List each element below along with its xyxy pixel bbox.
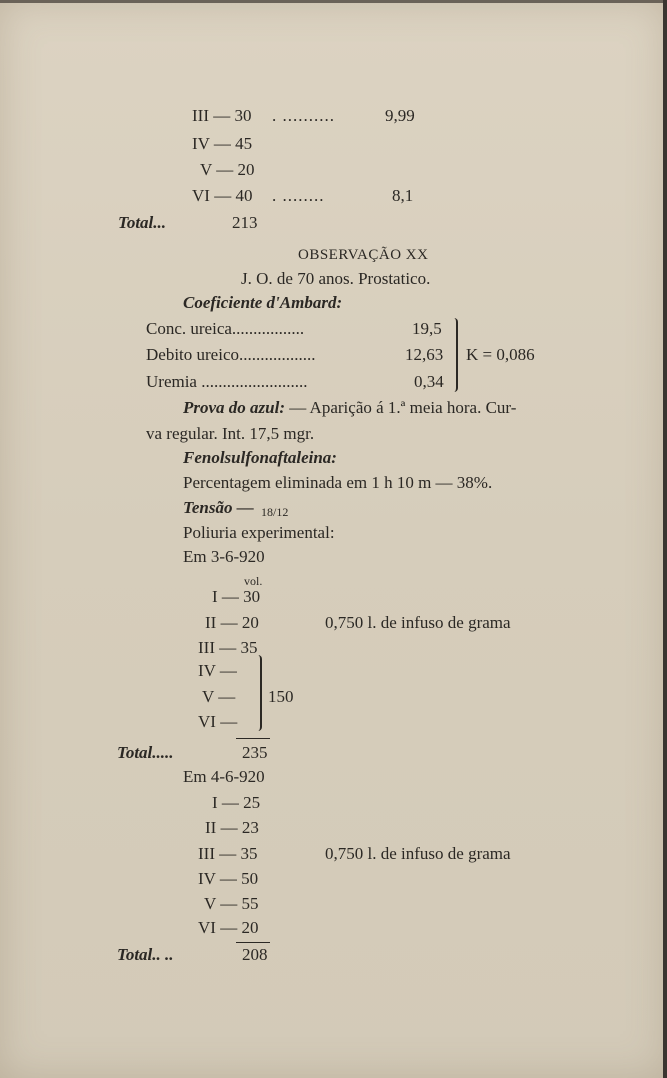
top-total-label: Total... [118, 213, 167, 232]
page-right-edge [663, 0, 667, 1078]
top-row-label: IV — 45 [192, 134, 253, 153]
exp1-date: Em 3-6-920 [183, 547, 265, 566]
ambard-row-value: 12,63 [405, 345, 444, 364]
top-row-dots: . ........ [272, 186, 325, 205]
exp1-row: IV — [198, 661, 237, 680]
ambard-row-label: Uremia ......................... [146, 372, 308, 391]
poliuria-title: Poliuria experimental: [183, 523, 335, 542]
prova-text-1: — Aparição á 1.ª meia hora. Cur- [285, 398, 517, 417]
exp2-row: II — 23 [205, 818, 259, 837]
top-total-value: 213 [232, 213, 258, 232]
top-row-dots: . .......... [272, 106, 335, 125]
exp2-total-value: 208 [242, 945, 268, 964]
exp2-row: IV — 50 [198, 869, 259, 888]
top-row-label: V — 20 [200, 160, 255, 179]
top-row-label: III — 30 [192, 106, 252, 125]
ambard-row-label: Debito ureico.................. [146, 345, 316, 364]
prova-text-2: va regular. Int. 17,5 mgr. [146, 424, 315, 443]
subject-line: J. O. de 70 anos. Prostatico. [241, 269, 431, 288]
ambard-title: Coeficiente d'Ambard: [183, 293, 343, 312]
tensao-value: 18/12 [261, 505, 289, 519]
exp1-sum-rule [236, 738, 270, 739]
exp2-date: Em 4-6-920 [183, 767, 265, 786]
exp1-row: I — 30 [212, 587, 261, 606]
prova-title: Prova do azul: [183, 398, 285, 417]
exp2-row: V — 55 [204, 894, 259, 913]
ambard-row-value: 0,34 [414, 372, 444, 391]
observation-heading: OBSERVAÇÃO XX [298, 247, 429, 263]
top-row-label: VI — 40 [192, 186, 253, 205]
exp2-row: VI — 20 [198, 918, 259, 937]
exp2-note: 0,750 l. de infuso de grama [325, 844, 511, 863]
exp1-brace [256, 655, 262, 731]
exp2-row: I — 25 [212, 793, 261, 812]
prova-line-1 [183, 398, 516, 418]
exp1-note: 0,750 l. de infuso de grama [325, 613, 511, 632]
exp1-row: II — 20 [205, 613, 259, 632]
top-row-value: 9,99 [385, 106, 415, 125]
exp1-unit: vol. [244, 574, 263, 588]
top-row-value: 8,1 [392, 186, 414, 205]
ambard-row-label: Conc. ureica................. [146, 319, 305, 338]
ambard-row-value: 19,5 [412, 319, 442, 338]
page-top-edge [0, 0, 667, 3]
exp1-row: V — [202, 687, 236, 706]
tensao-title: Tensão — [183, 498, 254, 517]
exp2-row: III — 35 [198, 844, 258, 863]
feno-text: Percentagem eliminada em 1 h 10 m — 38%. [183, 473, 493, 492]
exp1-brace-value: 150 [268, 687, 294, 706]
exp1-total-value: 235 [242, 743, 268, 762]
exp1-row: VI — [198, 712, 238, 731]
exp1-total-label: Total..... [117, 743, 174, 762]
exp2-total-label: Total.. .. [117, 945, 174, 964]
exp2-sum-rule [236, 942, 270, 943]
exp1-row: III — 35 [198, 638, 258, 657]
feno-title: Fenolsulfonaftaleina: [183, 448, 337, 467]
k-value: K = 0,086 [466, 345, 535, 364]
ambard-brace [450, 318, 458, 392]
